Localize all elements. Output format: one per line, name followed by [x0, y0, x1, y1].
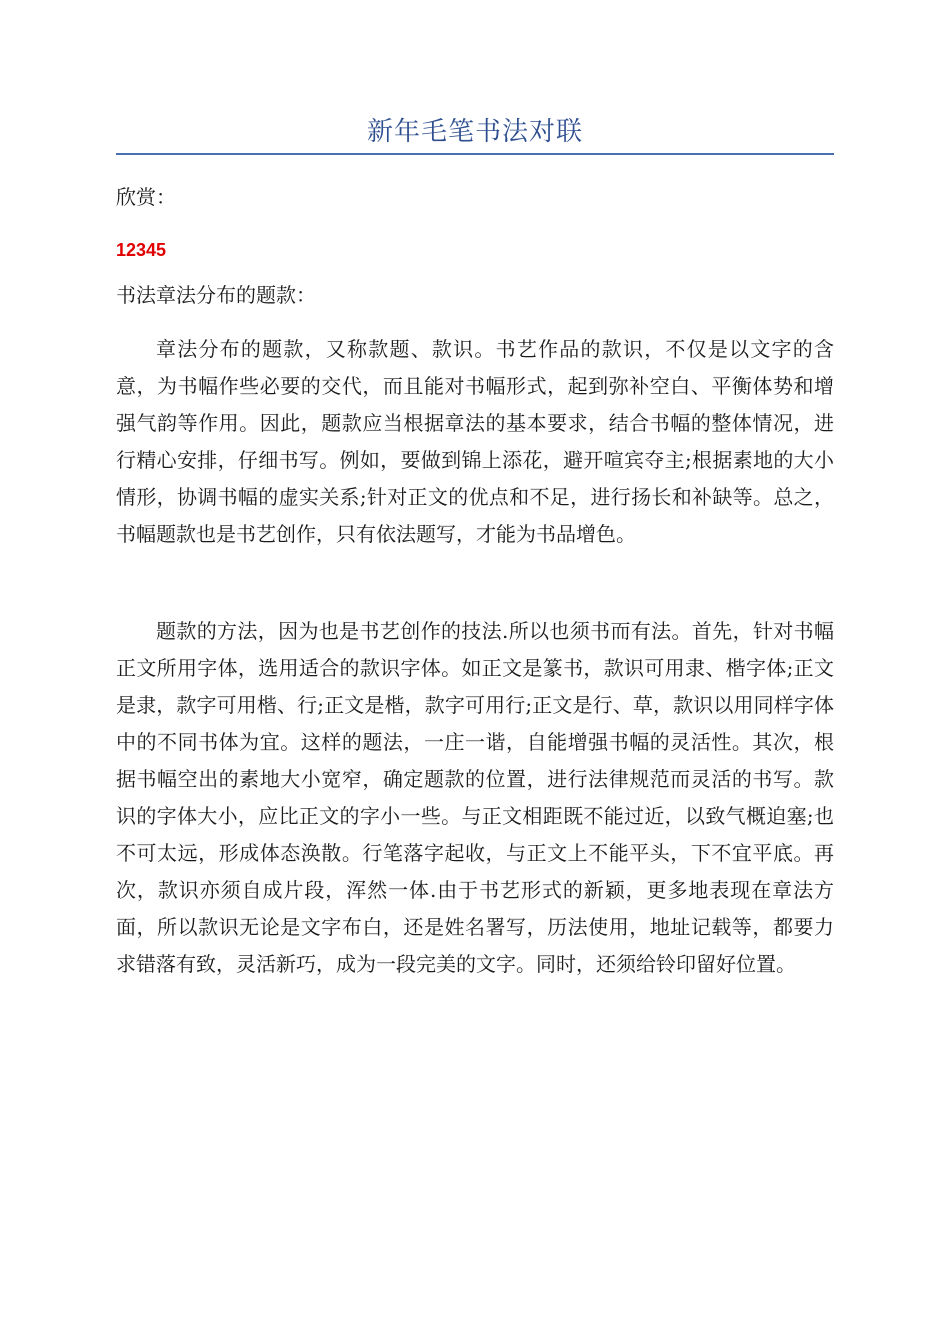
- body-paragraph-2: 题款的方法，因为也是书艺创作的技法.所以也须书而有法。首先，针对书幅正文所用字体，选用适合的款识字体。如正文是篆书，款识可用隶、楷字体;正文是隶，款字可用楷、行;正文是楷，款字可用行;正文是行、草，款识以用同样字体中的不同书体为宜。这样的题法，一庄一谐，自能增强书幅的灵活性。其次，根据书幅空出的素地大小宽窄，确定题款的位置，进行法律规范而灵活的书写。款识的字体大小，应比正文的字小一些。与正文相距既不能过近，以致气概迫塞;也不可太远，形成体态涣散。行笔落字起收，与正文上不能平头，下不宜平底。再次，款识亦须自成片段，浑然一体.由于书艺形式的新颖，更多地表现在章法方面，所以款识无论是文字布白，还是姓名署写，历法使用，地址记载等，都要力求错落有致，灵活新巧，成为一段完美的文字。同时，还须给铃印留好位置。: [116, 619, 834, 976]
- body-paragraph-1: 章法分布的题款，又称款题、款识。书艺作品的款识，不仅是以文字的含意，为书幅作些必要的交代，而且能对书幅形式，起到弥补空白、平衡体势和增强气韵等作用。因此，题款应当根据章法的基本要求，结合书幅的整体情况，进行精心安排，仔细书写。例如，要做到锦上添花，避开喧宾夺主;根据素地的大小情形，协调书幅的虚实关系;针对正文的优点和不足，进行扬长和补缺等。总之，书幅题款也是书艺创作，只有依法题写，才能为书品增色。: [116, 337, 834, 546]
- title-underline: [116, 153, 834, 155]
- appreciate-label: 欣赏：: [116, 185, 176, 209]
- document-title: 新年毛笔书法对联: [366, 117, 583, 147]
- section-heading: 书法章法分布的题款：: [116, 283, 316, 307]
- red-number-text: 12345: [116, 240, 167, 260]
